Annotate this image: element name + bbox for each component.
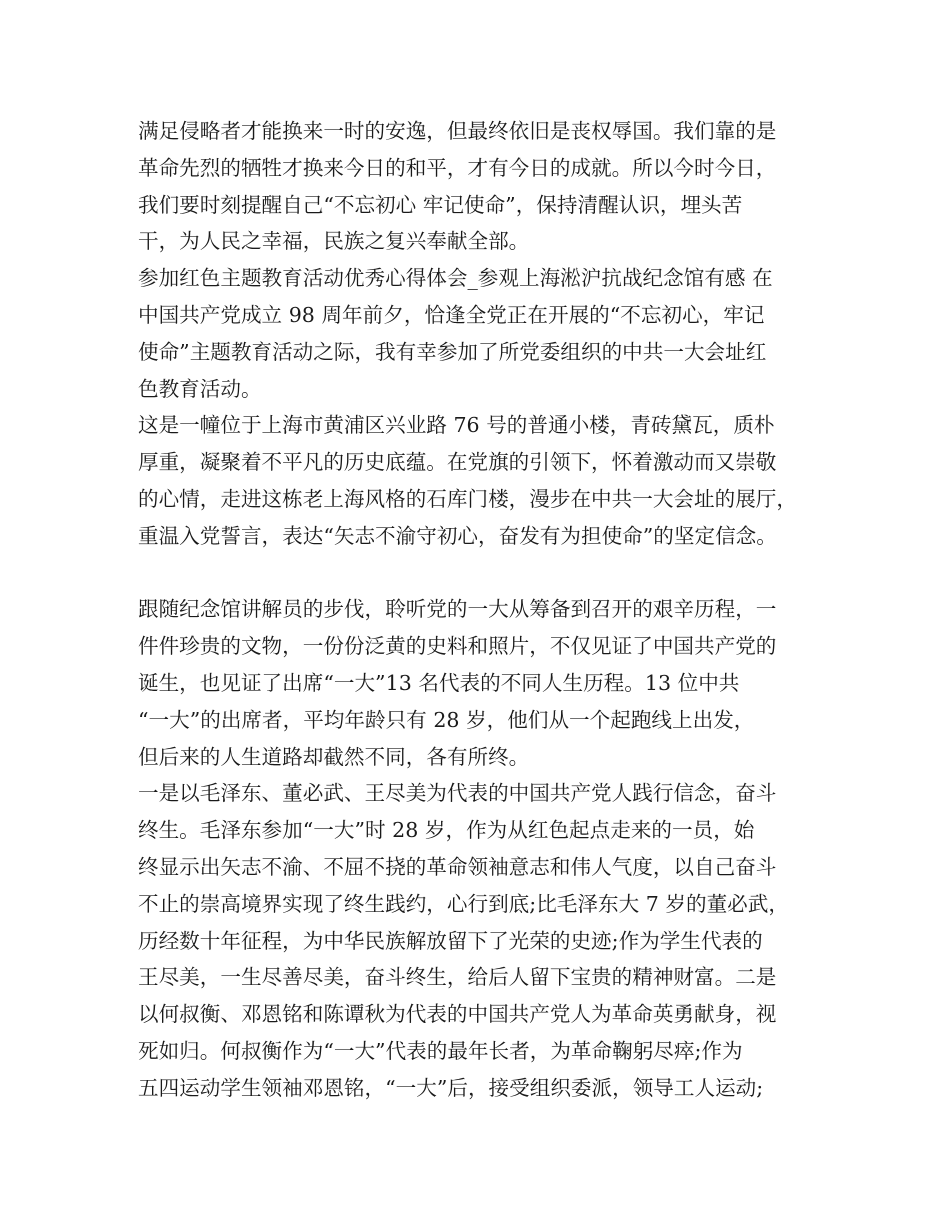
article-title-line: 参加红色主题教育活动优秀心得体会_参观上海淞沪抗战纪念馆有感 在 (138, 266, 773, 291)
text-line: 我们要时刻提醒自己“不忘初心 牢记使命”，保持清醒认识，埋头苦 (138, 192, 743, 217)
text-line: 革命先烈的牺牲才换来今日的和平，才有今日的成就。所以今时今日， (138, 155, 777, 180)
text-line: 终显示出矢志不渝、不屈不挠的革命领袖意志和伟人气度，以自己奋斗 (138, 854, 777, 879)
text-line: 不止的崇高境界实现了终生践约，心行到底;比毛泽东大 7 岁的董必武， (138, 891, 789, 916)
text-line: 的心情，走进这栋老上海风格的石库门楼，漫步在中共一大会址的展厅， (138, 486, 797, 511)
text-line: 使命”主题教育活动之际，我有幸参加了所党委组织的中共一大会址红 (138, 339, 767, 364)
document-body (138, 113, 838, 1107)
text-line: 跟随纪念馆讲解员的步伐，聆听党的一大从筹备到召开的艰辛历程，一 (138, 597, 777, 622)
text-line: 诞生，也见证了出席“一大”13 名代表的不同人生历程。13 位中共 (138, 670, 740, 695)
text-line: 干，为人民之幸福，民族之复兴奉献全部。 (138, 229, 530, 254)
text-line: 这是一幢位于上海市黄浦区兴业路 76 号的普通小楼，青砖黛瓦，质朴 (138, 413, 775, 438)
text-line: 历经数十年征程，为中华民族解放留下了光荣的史迹;作为学生代表的 (138, 928, 763, 953)
text-line: 件件珍贵的文物，一份份泛黄的史料和照片，不仅见证了中国共产党的 (138, 634, 777, 659)
text-line: 以何叔衡、邓恩铭和陈谭秋为代表的中国共产党人为革命英勇献身，视 (138, 1002, 777, 1027)
text-line: 终生。毛泽东参加“一大”时 28 岁，作为从红色起点走来的一员，始 (138, 818, 755, 843)
text-line: 但后来的人生道路却截然不同，各有所终。 (138, 744, 530, 769)
text-line: 中国共产党成立 98 周年前夕，恰逢全党正在开展的“不忘初心，牢记 (138, 302, 765, 327)
text-line: 死如归。何叔衡作为“一大”代表的最年长者，为革命鞠躬尽瘁;作为 (138, 1038, 743, 1063)
text-line: 满足侵略者才能换来一时的安逸，但最终依旧是丧权辱国。我们靠的是 (138, 119, 777, 143)
text-line: 重温入党誓言，表达“矢志不渝守初心，奋发有为担使命”的坚定信念。 (138, 523, 777, 548)
text-line: “一大”的出席者，平均年龄只有 28 岁，他们从一个起跑线上出发， (138, 707, 755, 732)
paragraph-gap (138, 555, 838, 592)
text-line: 五四运动学生领袖邓恩铭，“一大”后，接受组织委派，领导工人运动; (138, 1075, 764, 1100)
text-line: 一是以毛泽东、董必武、王尽美为代表的中国共产党人践行信念，奋斗 (138, 781, 777, 806)
text-line: 色教育活动。 (138, 376, 262, 401)
text-line: 王尽美，一生尽善尽美，奋斗终生，给后人留下宝贵的精神财富。二是 (138, 965, 777, 990)
text-line: 厚重，凝聚着不平凡的历史底蕴。在党旗的引领下，怀着激动而又崇敬 (138, 450, 777, 475)
